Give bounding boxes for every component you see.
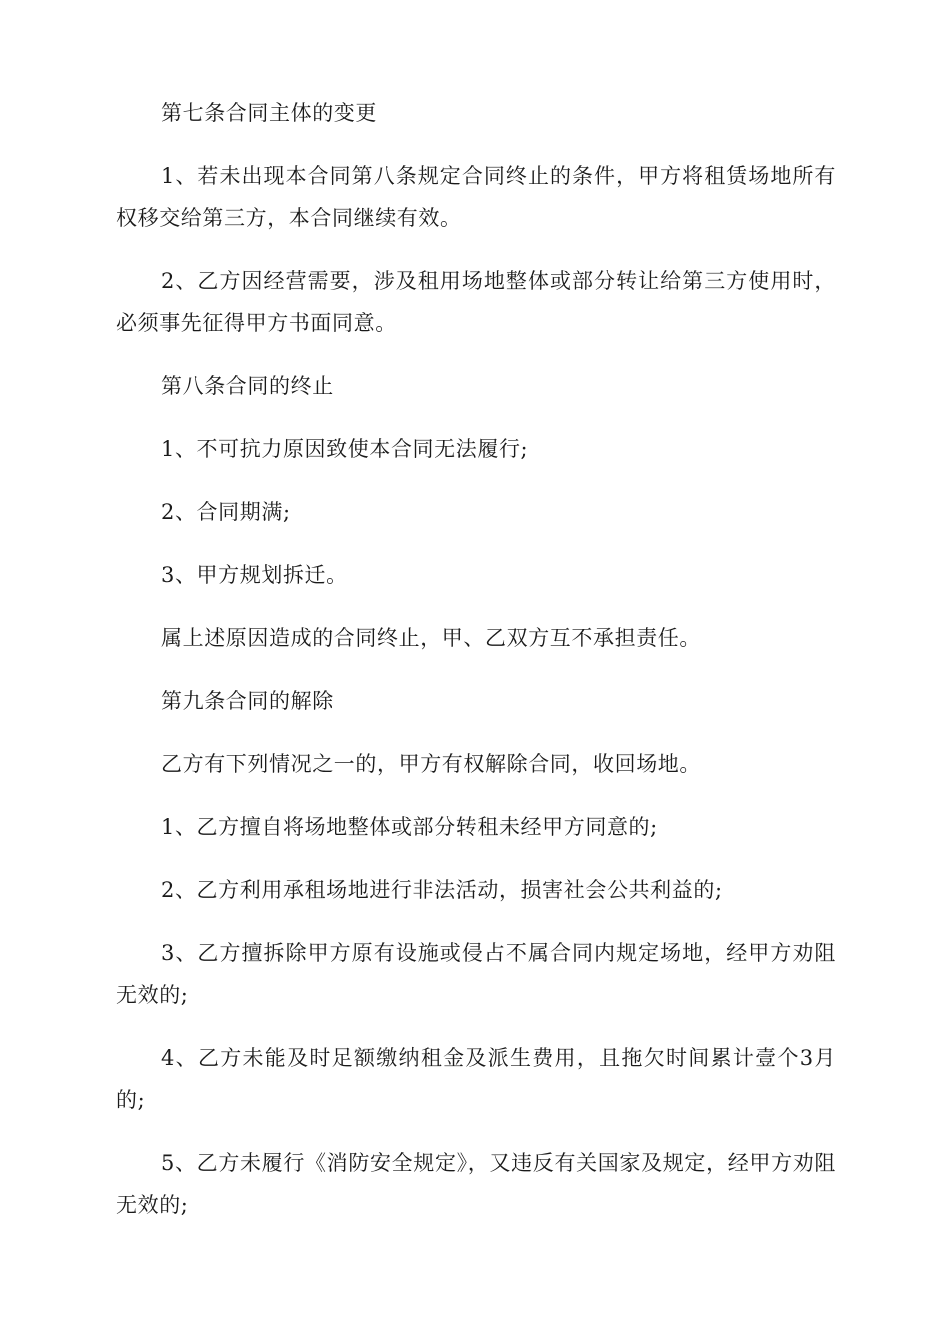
section-heading-7: 第七条合同主体的变更: [161, 101, 377, 125]
clause-8-2: 2、合同期满;: [161, 500, 291, 524]
clause-9-3: 3、乙方擅拆除甲方原有设施或侵占不属合同内规定场地，经甲方劝阻无效的;: [116, 941, 836, 1007]
clause-9-4: 4、乙方未能及时足额缴纳租金及派生费用，且拖欠时间累计壹个3月的;: [116, 1046, 836, 1112]
clause-7-1: 1、若未出现本合同第八条规定合同终止的条件，甲方将租赁场地所有权移交给第三方，本合同继续有效。: [116, 164, 836, 230]
clause-8-1: 1、不可抗力原因致使本合同无法履行;: [161, 437, 529, 461]
clause-9-1: 1、乙方擅自将场地整体或部分转租未经甲方同意的;: [161, 815, 658, 839]
clause-9-5: 5、乙方未履行《消防安全规定》，又违反有关国家及规定，经甲方劝阻无效的;: [116, 1151, 836, 1217]
section-heading-8: 第八条合同的终止: [161, 374, 334, 398]
clause-8-note: 属上述原因造成的合同终止，甲、乙双方互不承担责任。: [161, 626, 701, 650]
clause-8-3: 3、甲方规划拆迁。: [161, 563, 348, 587]
clause-9-2: 2、乙方利用承租场地进行非法活动，损害社会公共利益的;: [161, 878, 723, 902]
clause-7-2: 2、乙方因经营需要，涉及租用场地整体或部分转让给第三方使用时，必须事先征得甲方书面同意。: [116, 269, 836, 335]
section-heading-9: 第九条合同的解除: [161, 689, 334, 713]
clause-9-intro: 乙方有下列情况之一的，甲方有权解除合同，收回场地。: [161, 752, 701, 776]
document-body: [116, 92, 836, 1226]
